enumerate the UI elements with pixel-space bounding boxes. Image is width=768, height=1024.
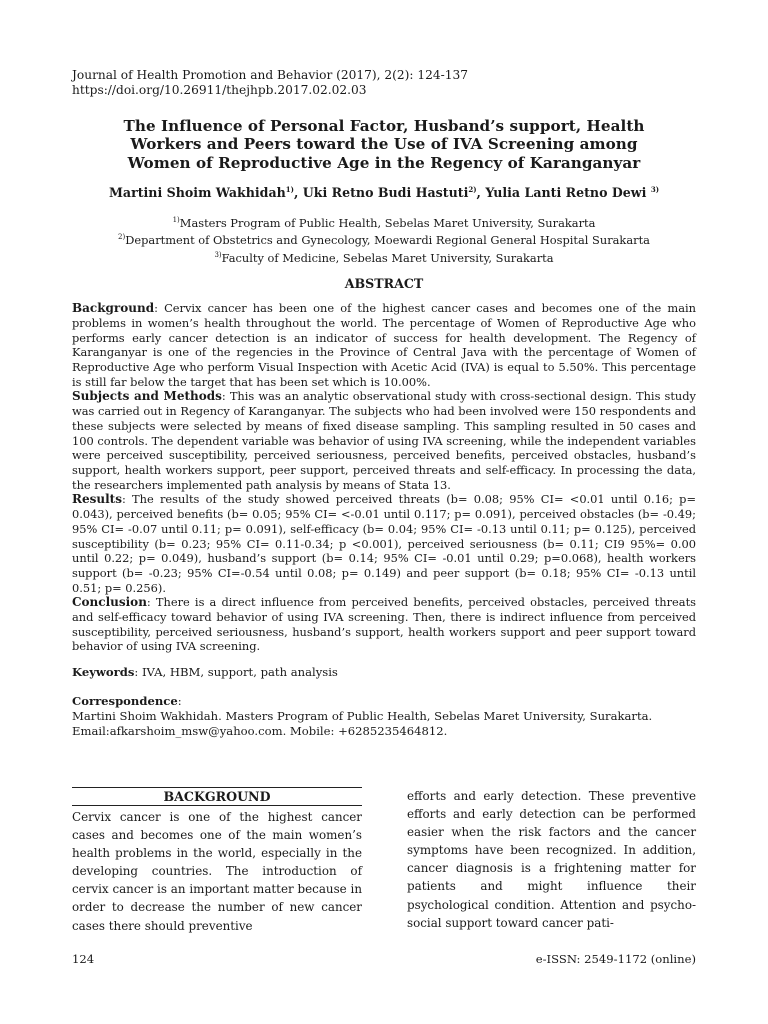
abstract-text: : Cervix cancer has been one of the highest cancer cases and becomes one of the main problems in women’s health throughout the world. The percentage of Women of Reproductive Age who performs early cancer detection is an indicator of success for health development. The Regency of Karanganyar is one of the regencies in the Province of Central Java with the percentage of Women of Reproductive Age who perform Visual Inspection with Acetic Acid (IVA) is equal to 5.50%. This percentage is still far below the target that has been set which is 10.00%. [72, 301, 696, 389]
title-line: Women of Reproductive Age in the Regency of Karanganyar [127, 153, 641, 172]
author-affil-mark: 3) [650, 184, 660, 194]
title-line: Workers and Peers toward the Use of IVA Screening among [130, 135, 638, 154]
keywords-text: : IVA, HBM, support, path analysis [134, 665, 338, 680]
affiliation-line [72, 213, 696, 230]
affiliation-line [72, 248, 696, 265]
abstract-label: Results [72, 492, 122, 507]
keywords-label: Keywords [72, 665, 135, 680]
abstract-text: : This was an analytic observational study with cross-sectional design. This study was carried out in Regency of Karanganyar. The subjects who had been involved were 150 respondents and these subjects were selected by means of fixed disease sampling. This sampling resulted in 50 cases and 100 controls. The dependent variable was behavior of using IVA screening, while the independent variables were perceived susceptibility, perceived seriousness, perceived benefits, perceived obstacles, husband’s support, health workers support, peer support, perceived threats and self-efficacy. In processing the data, the researchers implemented path analysis by means of Stata 13. [72, 389, 696, 492]
journal-citation: Journal of Health Promotion and Behavior (2017), 2(2): 124-137 [72, 68, 469, 82]
page-number: 124 [72, 952, 95, 966]
issn-label: e-ISSN: 2549-1172 (online) [535, 952, 696, 966]
correspondence-heading [72, 694, 696, 709]
affil-mark: 3) [214, 250, 222, 259]
affil-text: Masters Program of Public Health, Sebelas Maret University, Surakarta [179, 215, 596, 230]
affil-text: Department of Obstetrics and Gynecology, Moewardi Regional General Hospital Surakarta [125, 233, 650, 248]
abstract-text: : There is a direct influence from perceived benefits, perceived obstacles, perceived threats and self-efficacy toward behavior of using IVA screening. Then, there is indirect influence from perceived susceptibility, perceived seriousness, husband’s support, health workers support and peer support toward behavior of using IVA screening. [72, 595, 696, 654]
title-line: The Influence of Personal Factor, Husband’s support, Health [123, 117, 645, 135]
correspondence-address: Martini Shoim Wakhidah. Masters Program of Public Health, Sebelas Maret University, Surakarta. [72, 709, 653, 724]
author-affil-mark: 1) [285, 184, 294, 194]
author-affil-mark: 2) [468, 184, 477, 194]
abstract-heading: ABSTRACT [344, 276, 424, 292]
body-column-left [72, 787, 362, 935]
author-list [72, 182, 696, 201]
body-paragraph: efforts and early detection. These preventive efforts and early detection can be performed easier when the risk factors and the cancer symptoms have been recognized. In addition, cancer diagnosis is a frightening matter for patients and might influence their psychological condition. Attention and psycho-social support toward cancer pati- [407, 789, 696, 930]
abstract-methods [72, 389, 696, 492]
abstract-body [72, 301, 696, 654]
abstract-text: : The results of the study showed perceived threats (b= 0.08; 95% CI= <0.01 until 0.16; p= 0.043), perceived benefits (b= 0.05; 95% CI= <-0.01 until 0.117; p= 0.091), perceived obstacles (b= -0.49; 95% CI= -0.07 until 0.11; p= 0.091), self-efficacy (b= 0.04; 95% CI= -0.13 until 0.11; p= 0.125), perceived susceptibility (b= 0.23; 95% CI= 0.11-0.34; p <0.001), perceived seriousness (b= 0.11; CI9 95%= 0.00 until 0.22; p= 0.049), husband’s support (b= 0.14; 95% CI= -0.01 until 0.29; p=0.068), health workers support (b= -0.23; 95% CI=-0.54 until 0.08; p= 0.149) and peer support (b= 0.18; 95% CI= -0.13 until 0.51; p= 0.256). [72, 492, 696, 595]
affiliations [72, 213, 696, 265]
body-paragraph: Cervix cancer is one of the highest cancer cases and becomes one of the main women’s health problems in the world, especially in the developing countries. The introduction of cervix cancer is an important matter because in order to decrease the number of new cancer cases there should preventive [72, 810, 362, 933]
author-name: , Yulia Lanti Retno Dewi [476, 185, 651, 201]
affil-mark: 2) [118, 233, 126, 242]
abstract-label: Subjects and Methods [72, 389, 222, 404]
article-title [72, 117, 696, 172]
abstract-background [72, 301, 696, 389]
section-heading-background: BACKGROUND [72, 787, 362, 806]
keywords [72, 665, 696, 680]
journal-header [72, 68, 696, 98]
correspondence-contact[interactable]: Email:afkarshoim_msw@yahoo.com. Mobile: +6285235464812. [72, 724, 448, 739]
correspondence [72, 694, 696, 739]
affil-mark: 1) [172, 216, 180, 225]
author-name: Martini Shoim Wakhidah [108, 185, 286, 201]
abstract-label: Conclusion [72, 595, 147, 610]
abstract-results [72, 492, 696, 595]
correspondence-colon: : [177, 694, 182, 709]
article-page [72, 68, 696, 739]
abstract-conclusion [72, 595, 696, 654]
author-name: , Uki Retno Budi Hastuti [293, 185, 469, 201]
affil-text: Faculty of Medicine, Sebelas Maret University, Surakarta [221, 250, 554, 265]
correspondence-label: Correspondence [72, 694, 178, 709]
doi-link[interactable]: https://doi.org/10.26911/thejhpb.2017.02.02.03 [72, 83, 367, 97]
affiliation-line [72, 230, 696, 247]
abstract-label: Background [72, 301, 155, 316]
body-column-right [407, 787, 696, 932]
